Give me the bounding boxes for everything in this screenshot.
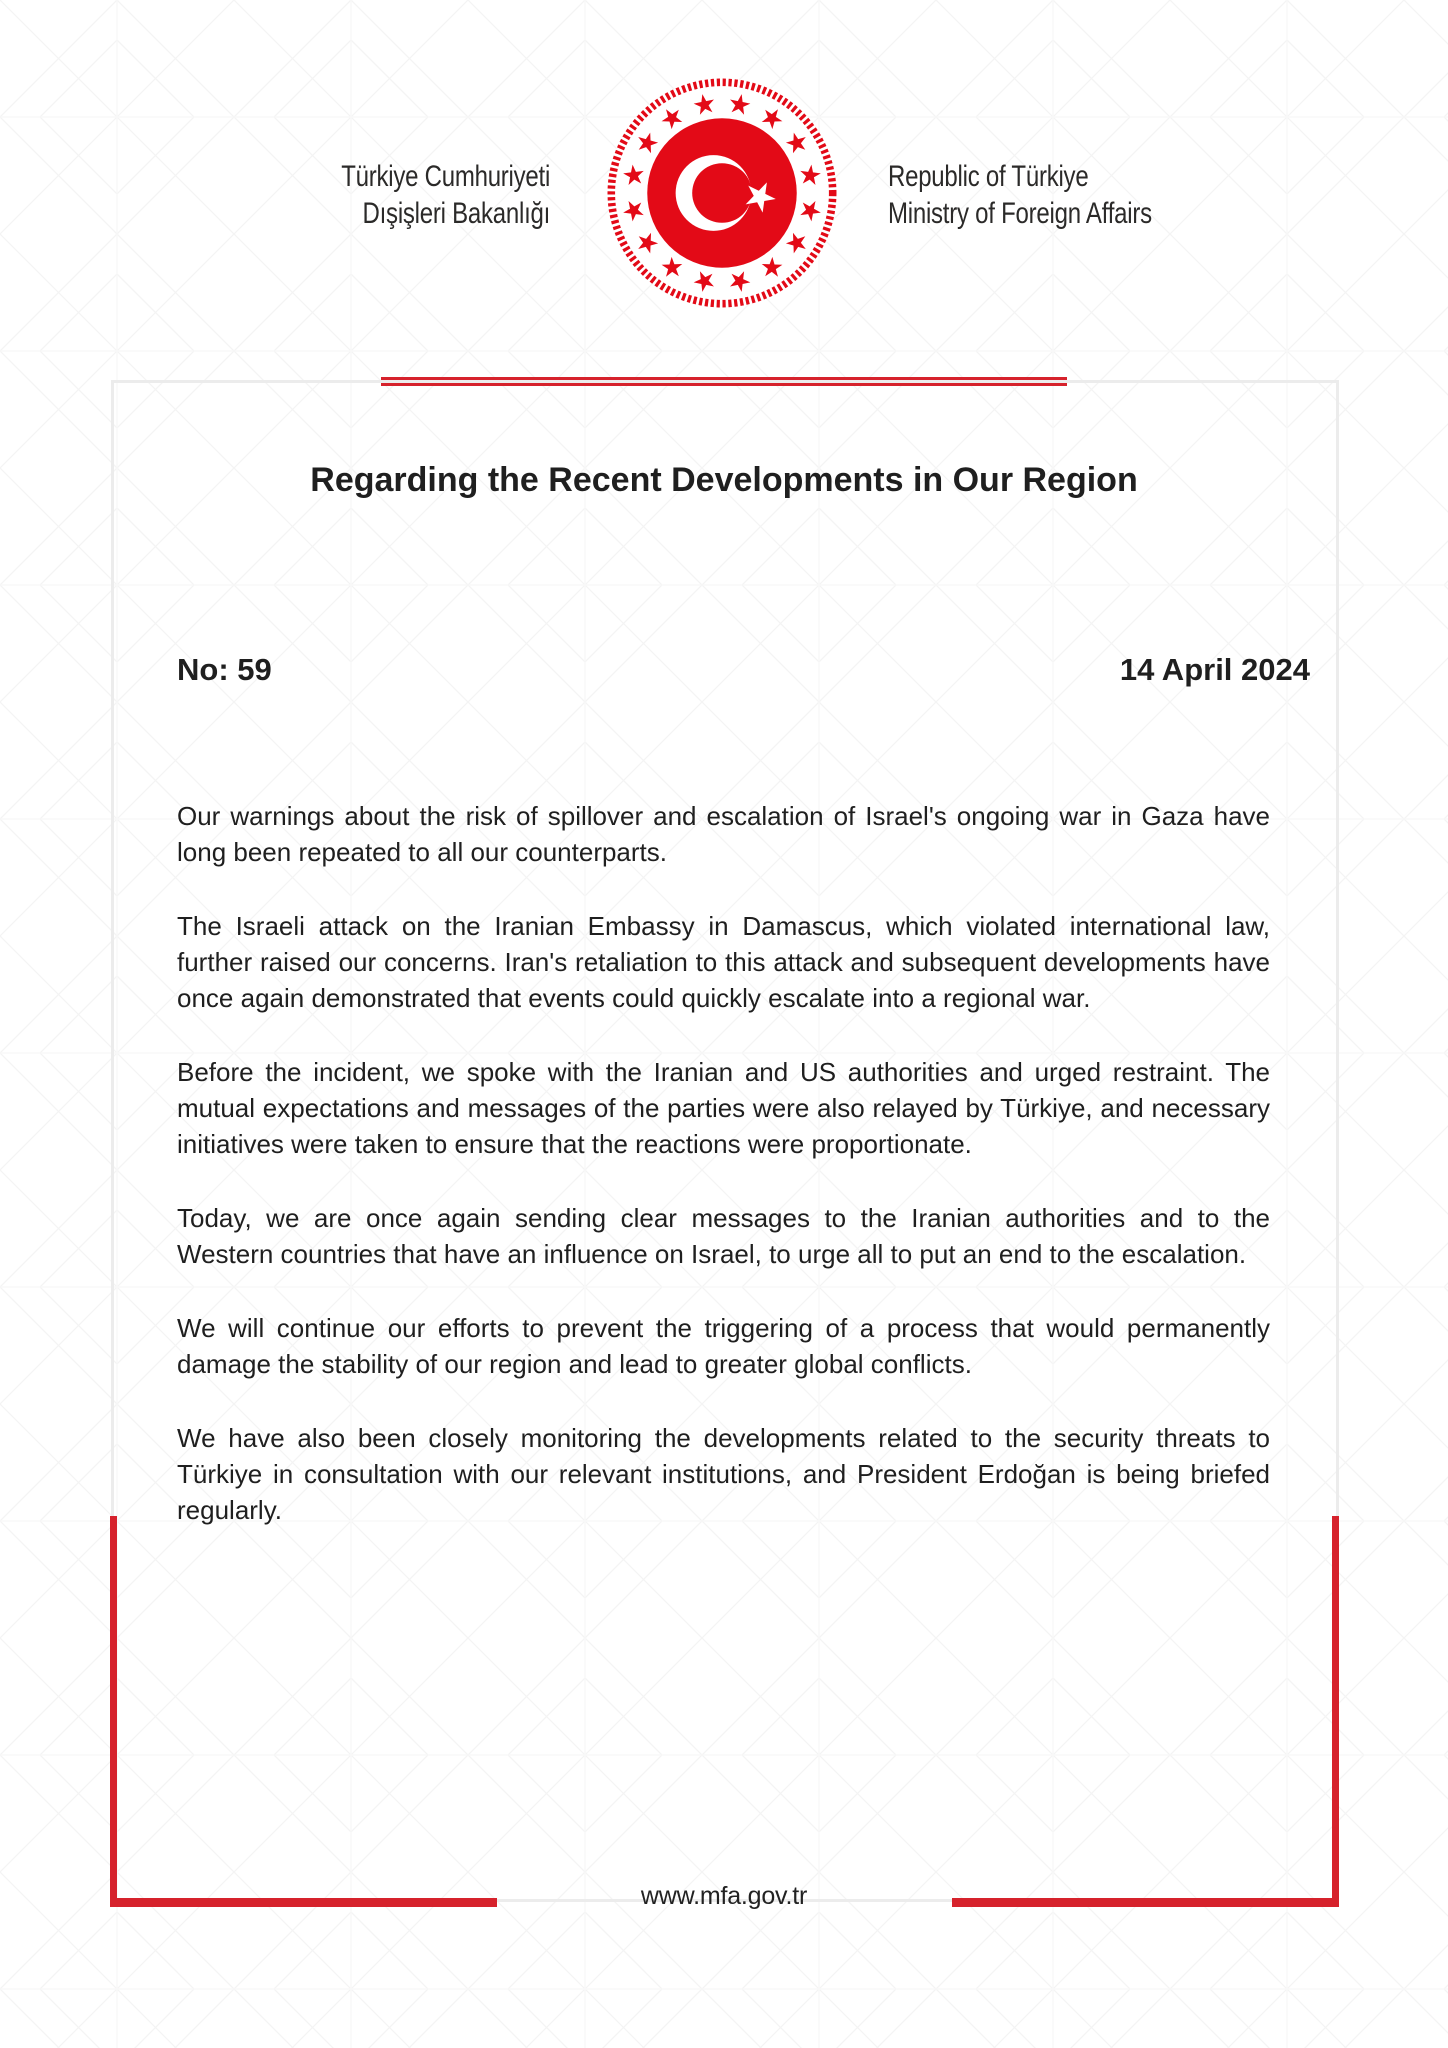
org-name-turkish — [341, 158, 550, 232]
frame-border-left — [111, 380, 114, 1518]
website-url: www.mfa.gov.tr — [640, 1882, 808, 1910]
document-date: 14 April 2024 — [1119, 652, 1310, 687]
body-paragraph: Our warnings about the risk of spillover and escalation of Israel's ongoing war in Gaza have long been repeated to all our counterparts. — [177, 801, 1270, 867]
turkiye-mfa-emblem-icon — [599, 70, 845, 316]
org-name-turkish-line2: Dışişleri Bakanlığı — [362, 197, 550, 230]
red-bracket-left — [110, 1516, 117, 1907]
document-body — [177, 798, 1270, 1566]
frame-border-top — [111, 380, 1339, 383]
org-name-english-line1: Republic of Türkiye — [888, 160, 1089, 193]
body-paragraph: Today, we are once again sending clear messages to the Iranian authorities and to the Western countries that have an influence on Israel, to urge all to put an end to the escalation. — [177, 1203, 1270, 1269]
document-meta-row — [177, 650, 1310, 690]
red-bracket-right — [1332, 1516, 1339, 1907]
body-paragraph: We will continue our efforts to prevent the triggering of a process that would permanently damage the stability of our region and lead to greater global conflicts. — [177, 1313, 1270, 1379]
document-number: No: 59 — [177, 652, 272, 687]
frame-border-right — [1336, 380, 1339, 1518]
org-name-turkish-line1: Türkiye Cumhuriyeti — [341, 160, 550, 193]
body-paragraph: Before the incident, we spoke with the Iranian and US authorities and urged restraint. The mutual expectations and messages of the parties were also relayed by Türkiye, and necessary initiatives were taken to ensure that the reactions were proportionate. — [177, 1057, 1270, 1159]
document-title: Regarding the Recent Developments in Our Region — [310, 461, 1138, 499]
body-paragraph: We have also been closely monitoring the developments related to the security threats to Türkiye in consultation with our relevant institutions, and President Erdoğan is being briefed regularly. — [177, 1423, 1270, 1525]
org-name-english — [888, 158, 1152, 232]
body-paragraph: The Israeli attack on the Iranian Embassy in Damascus, which violated international law, further raised our concerns. Iran's retaliation to this attack and subsequent developments have once again demonstrated that events could quickly escalate into a regional war. — [177, 911, 1270, 1013]
org-name-english-line2: Ministry of Foreign Affairs — [888, 197, 1152, 230]
